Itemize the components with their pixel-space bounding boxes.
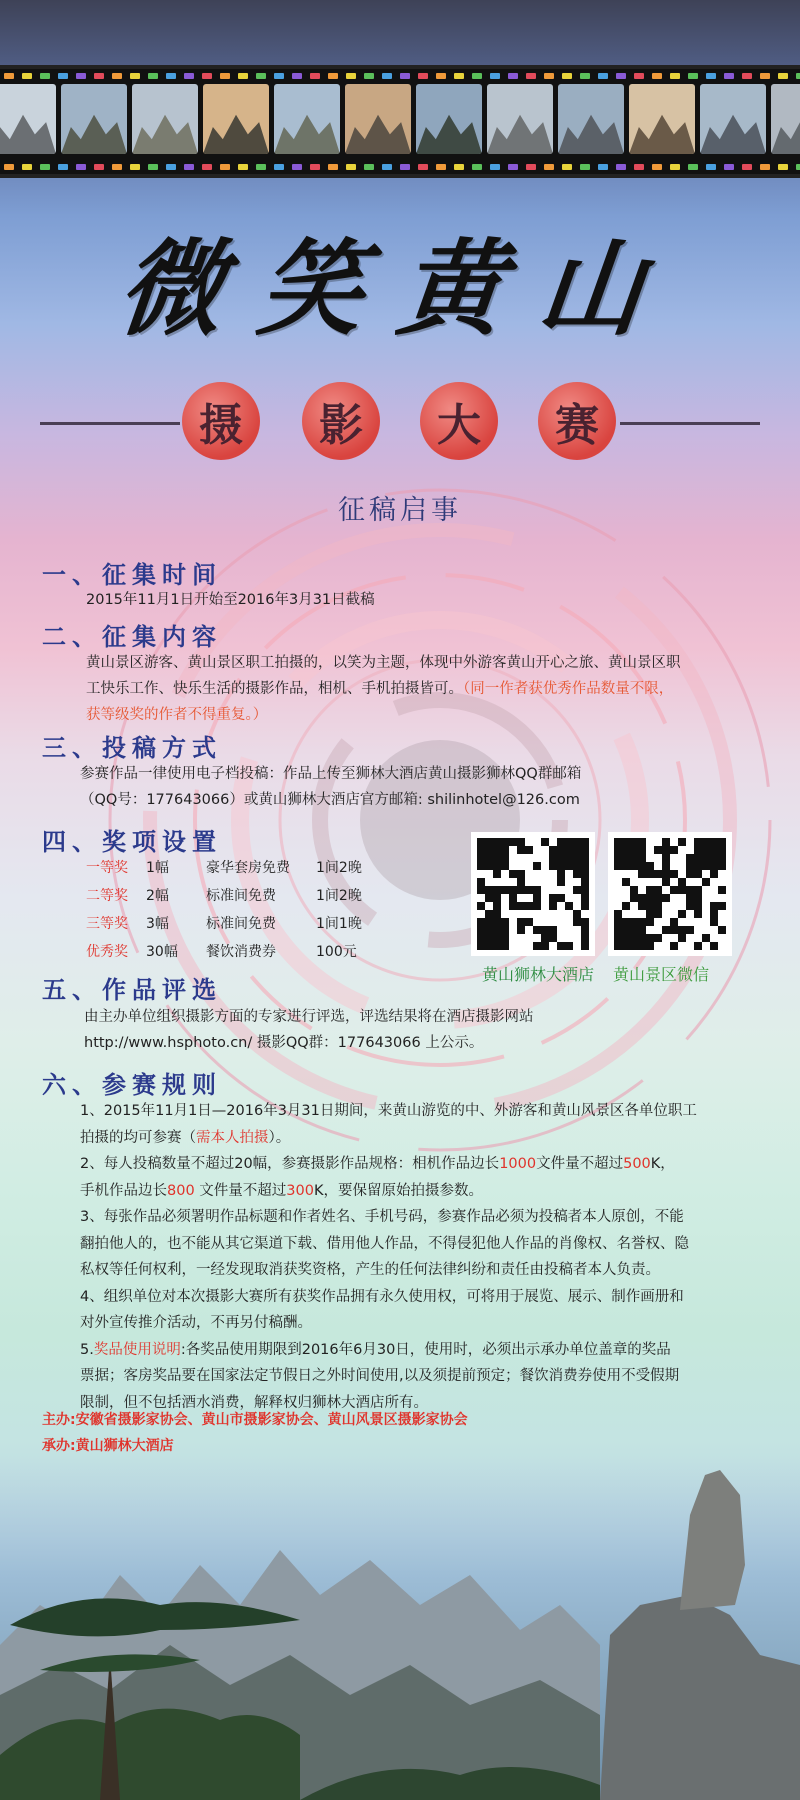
- rule-5a-pre: 5.: [80, 1341, 94, 1358]
- section-title-judging: 五、作品评选: [42, 976, 222, 1004]
- prize-count: 30幅: [146, 944, 178, 960]
- film-perforation: [598, 164, 608, 170]
- film-perforation: [346, 164, 356, 170]
- film-perforation: [292, 164, 302, 170]
- film-frame-photo: [416, 84, 482, 154]
- page-heading: 征稿启事: [338, 495, 462, 526]
- rule-2b: [80, 1178, 790, 1205]
- rule-1a: 1、2015年11月1日—2016年3月31日期间，来黄山游览的中、外游客和黄山风景区各单位职工: [80, 1103, 697, 1119]
- film-perforation: [670, 73, 680, 79]
- film-perforation: [382, 164, 392, 170]
- rule-2b-pre: 手机作品边长: [80, 1182, 167, 1199]
- qr-code-hotel-pattern: [477, 838, 589, 950]
- film-perforation: [742, 164, 752, 170]
- prize-level: 二等奖: [86, 888, 128, 904]
- film-perforation: [724, 164, 734, 170]
- film-perforation: [418, 164, 428, 170]
- film-perforation: [40, 73, 50, 79]
- film-perforation: [346, 73, 356, 79]
- film-perforation: [796, 73, 800, 79]
- film-perforation: [526, 164, 536, 170]
- film-perforation: [4, 164, 14, 170]
- film-perforation: [148, 164, 158, 170]
- film-strip: [0, 55, 800, 180]
- rule-2a-pre: 2、每人投稿数量不超过20幅，参赛摄影作品规格：相机作品边长: [80, 1156, 500, 1172]
- film-perforation: [598, 73, 608, 79]
- subtitle-circle-3: 大: [420, 382, 498, 460]
- film-perforation: [310, 164, 320, 170]
- film-perforation: [400, 73, 410, 79]
- rule-1b-post: ）。: [268, 1129, 291, 1146]
- qr-label-hotel: 黄山狮林大酒店: [482, 965, 595, 984]
- rule-4b: 对外宣传推介活动，不再另付稿酬。: [80, 1315, 312, 1331]
- film-perforation: [490, 164, 500, 170]
- rule-2b-post: K，要保留原始拍摄参数。: [313, 1182, 483, 1199]
- film-perforation: [490, 73, 500, 79]
- film-perforation: [436, 164, 446, 170]
- film-perforation: [76, 73, 86, 79]
- section-text-time: 2015年11月1日开始至2016年3月31日截稿: [86, 592, 375, 608]
- prize-level: 优秀奖: [86, 944, 128, 960]
- film-perforation: [148, 73, 158, 79]
- film-frame-photo: [345, 84, 411, 154]
- film-perforation: [742, 73, 752, 79]
- prize-level: 三等奖: [86, 916, 128, 932]
- film-perforations-bottom: [0, 162, 800, 172]
- mountain-peak-shape: [416, 105, 482, 154]
- prize-reward: 豪华套房免费: [206, 860, 290, 876]
- film-perforation: [418, 73, 428, 79]
- film-perforation: [166, 164, 176, 170]
- film-perforation: [508, 73, 518, 79]
- film-strip-band: [0, 65, 800, 178]
- rule-5b: 票据；客房奖品要在国家法定节假日之外时间使用,以及须提前预定；餐饮消费券使用不受假期: [80, 1368, 680, 1384]
- film-perforation: [760, 164, 770, 170]
- section-text-submission: [80, 761, 780, 813]
- subtitle-line-right: [620, 422, 760, 425]
- film-perforation: [22, 164, 32, 170]
- film-perforation: [634, 73, 644, 79]
- rule-5a-highlight: 奖品使用说明: [93, 1341, 181, 1358]
- film-perforation: [778, 73, 788, 79]
- film-perforation: [184, 164, 194, 170]
- film-frame-photo: [700, 84, 766, 154]
- prize-detail: 1间2晚: [316, 888, 362, 904]
- subtitle-circle-1: 摄: [182, 382, 260, 460]
- film-perforation: [94, 73, 104, 79]
- rule-4a: 4、组织单位对本次摄影大赛所有获奖作品拥有永久使用权，可将用于展览、展示、制作画册和: [80, 1288, 684, 1305]
- rule-3a: 3、每张作品必须署明作品标题和作者姓名、手机号码，参赛作品必须为投稿者本人原创，不能: [80, 1209, 684, 1225]
- rule-2b-value-1: 800: [167, 1182, 195, 1199]
- qr-code-wechat[interactable]: [608, 832, 732, 956]
- film-perforation: [94, 164, 104, 170]
- subtitle-line-left: [40, 422, 180, 425]
- prize-detail: 1间2晚: [316, 860, 362, 876]
- film-perforation: [202, 164, 212, 170]
- film-perforation: [760, 73, 770, 79]
- mountain-peak-shape: [0, 105, 56, 154]
- film-perforation: [472, 164, 482, 170]
- section-text-content: [86, 650, 766, 728]
- film-perforation: [580, 73, 590, 79]
- rule-2a-post: K，: [650, 1156, 675, 1172]
- film-perforation: [112, 164, 122, 170]
- film-perforation: [580, 164, 590, 170]
- film-perforation: [652, 73, 662, 79]
- film-perforation: [616, 73, 626, 79]
- rule-3c: 私权等任何权利，一经发现取消获奖资格，产生的任何法律纠纷和责任由投稿者本人负责。: [80, 1262, 660, 1278]
- mountain-landscape-image: [0, 1455, 800, 1800]
- prize-detail: 1间1晚: [316, 916, 362, 932]
- film-perforation: [796, 164, 800, 170]
- film-perforation: [616, 164, 626, 170]
- film-perforation: [202, 73, 212, 79]
- film-perforation: [40, 164, 50, 170]
- film-perforation: [130, 164, 140, 170]
- film-perforation: [328, 73, 338, 79]
- film-perforation: [400, 164, 410, 170]
- prize-detail: 100元: [316, 944, 357, 960]
- film-frame-photo: [0, 84, 56, 154]
- film-frame-photo: [771, 84, 800, 154]
- mountain-peak-shape: [274, 105, 340, 154]
- prize-level: 一等奖: [86, 860, 128, 876]
- judging-line-2: http://www.hsphoto.cn/ 摄影QQ群：177643066 上公示。: [84, 1035, 484, 1051]
- mountain-peak-shape: [132, 105, 198, 154]
- film-perforation: [76, 164, 86, 170]
- film-perforation: [688, 164, 698, 170]
- rule-2b-mid: 文件量不超过: [194, 1182, 287, 1199]
- film-perforation: [544, 164, 554, 170]
- mountain-peak-shape: [345, 105, 411, 154]
- submission-line-1: 参赛作品一律使用电子档投稿：作品上传至狮林大酒店黄山摄影狮林QQ群邮箱: [80, 766, 582, 782]
- film-perforation: [778, 164, 788, 170]
- prize-reward: 餐饮消费券: [206, 944, 276, 960]
- section-text-judging: [84, 1004, 774, 1056]
- rule-2a: [80, 1151, 790, 1178]
- content-line-2: [86, 676, 766, 702]
- film-perforation: [256, 164, 266, 170]
- film-perforation: [454, 73, 464, 79]
- rule-2a-value-1: 1000: [499, 1156, 537, 1172]
- content-line-1: 黄山景区游客、黄山景区职工拍摄的，以笑为主题，体现中外游客黄山开心之旅、黄山景区职: [86, 655, 681, 671]
- film-frame-photo: [274, 84, 340, 154]
- film-perforation: [382, 73, 392, 79]
- subtitle-row: [0, 382, 800, 462]
- film-perforation: [544, 73, 554, 79]
- rule-1b: [80, 1125, 790, 1152]
- prize-reward: 标准间免费: [206, 888, 276, 904]
- rule-5a-post: :各奖品使用期限到2016年6月30日，使用时，必须出示承办单位盖章的奖品: [180, 1341, 671, 1358]
- rule-1b-pre: 拍摄的均可参赛（: [80, 1129, 196, 1146]
- film-perforation: [724, 73, 734, 79]
- film-perforation: [472, 73, 482, 79]
- mountain-peak-shape: [203, 105, 269, 154]
- mountain-peak-shape: [61, 105, 127, 154]
- film-frame-photo: [558, 84, 624, 154]
- film-perforation: [130, 73, 140, 79]
- judging-line-1: 由主办单位组织摄影方面的专家进行评选，评选结果将在酒店摄影网站: [84, 1009, 534, 1025]
- film-perforation: [652, 164, 662, 170]
- rule-5a: [80, 1337, 790, 1364]
- section-title-time: 一、征集时间: [42, 561, 222, 589]
- film-perforation: [508, 164, 518, 170]
- rule-2a-value-2: 500: [623, 1156, 651, 1172]
- film-perforation: [184, 73, 194, 79]
- calligraphy-title: 微笑黄山: [112, 227, 686, 350]
- subtitle-circle-4: 赛: [538, 382, 616, 460]
- film-perforation: [310, 73, 320, 79]
- film-perforation: [364, 73, 374, 79]
- film-perforation: [274, 164, 284, 170]
- film-perforation: [58, 73, 68, 79]
- film-perforation: [238, 73, 248, 79]
- film-perforations-top: [0, 71, 800, 81]
- film-frame-photo: [203, 84, 269, 154]
- film-perforation: [454, 164, 464, 170]
- section-title-submission: 三、投稿方式: [42, 734, 222, 762]
- rule-2a-mid: 文件量不超过: [536, 1156, 624, 1172]
- film-frame-photo: [61, 84, 127, 154]
- mountain-peak-shape: [487, 105, 553, 154]
- film-perforation: [4, 73, 14, 79]
- rule-1b-highlight: 需本人拍摄: [196, 1129, 269, 1146]
- sponsor-organizer: 承办:黄山狮林大酒店: [42, 1438, 174, 1454]
- film-perforation: [706, 73, 716, 79]
- film-perforation: [364, 164, 374, 170]
- prize-count: 3幅: [146, 916, 169, 932]
- film-perforation: [274, 73, 284, 79]
- rule-2b-value-2: 300: [286, 1182, 314, 1199]
- film-perforation: [166, 73, 176, 79]
- mountain-peak-shape: [629, 105, 695, 154]
- film-perforation: [634, 164, 644, 170]
- mountain-peak-shape: [771, 105, 800, 154]
- film-perforation: [220, 164, 230, 170]
- content-line-2a: 工快乐工作、快乐生活的摄影作品，相机、手机拍摄皆可。: [86, 681, 463, 697]
- prize-count: 1幅: [146, 860, 169, 876]
- prize-reward: 标准间免费: [206, 916, 276, 932]
- subtitle-circle-2: 影: [302, 382, 380, 460]
- film-perforation: [112, 73, 122, 79]
- film-perforation: [58, 164, 68, 170]
- sponsor-host: 主办:安徽省摄影家协会、黄山市摄影家协会、黄山风景区摄影家协会: [42, 1412, 468, 1428]
- film-perforation: [292, 73, 302, 79]
- rule-5c: 限制，但不包括酒水消费，解释权归狮林大酒店所有。: [80, 1394, 428, 1411]
- film-perforation: [22, 73, 32, 79]
- film-frames: [0, 84, 800, 154]
- film-perforation: [526, 73, 536, 79]
- qr-label-wechat: 黄山景区微信: [613, 965, 710, 984]
- film-perforation: [256, 73, 266, 79]
- qr-code-hotel[interactable]: [471, 832, 595, 956]
- section-text-rules: [80, 1098, 790, 1416]
- film-perforation: [328, 164, 338, 170]
- prize-count: 2幅: [146, 888, 169, 904]
- film-perforation: [688, 73, 698, 79]
- mountain-peak-shape: [700, 105, 766, 154]
- mountain-peak-shape: [558, 105, 624, 154]
- film-perforation: [436, 73, 446, 79]
- qr-code-wechat-pattern: [614, 838, 726, 950]
- film-frame-photo: [487, 84, 553, 154]
- content-line-3: 获等级奖的作者不得重复。）: [86, 707, 268, 723]
- rule-3b: 翻拍他人的，也不能从其它渠道下载、借用他人作品，不得侵犯他人作品的肖像权、名誉权、隐: [80, 1235, 689, 1252]
- film-perforation: [238, 164, 248, 170]
- film-perforation: [706, 164, 716, 170]
- section-title-prizes: 四、奖项设置: [42, 828, 222, 856]
- film-perforation: [562, 73, 572, 79]
- film-perforation: [220, 73, 230, 79]
- film-perforation: [562, 164, 572, 170]
- section-title-content: 二、征集内容: [42, 623, 222, 651]
- film-perforation: [670, 164, 680, 170]
- content-line-2b: （同一作者获优秀作品数量不限，: [463, 681, 674, 697]
- section-title-rules: 六、参赛规则: [42, 1071, 222, 1099]
- film-frame-photo: [629, 84, 695, 154]
- submission-line-2: （QQ号：177643066）或黄山狮林大酒店官方邮箱: shilinhotel@126.com: [80, 792, 580, 808]
- film-frame-photo: [132, 84, 198, 154]
